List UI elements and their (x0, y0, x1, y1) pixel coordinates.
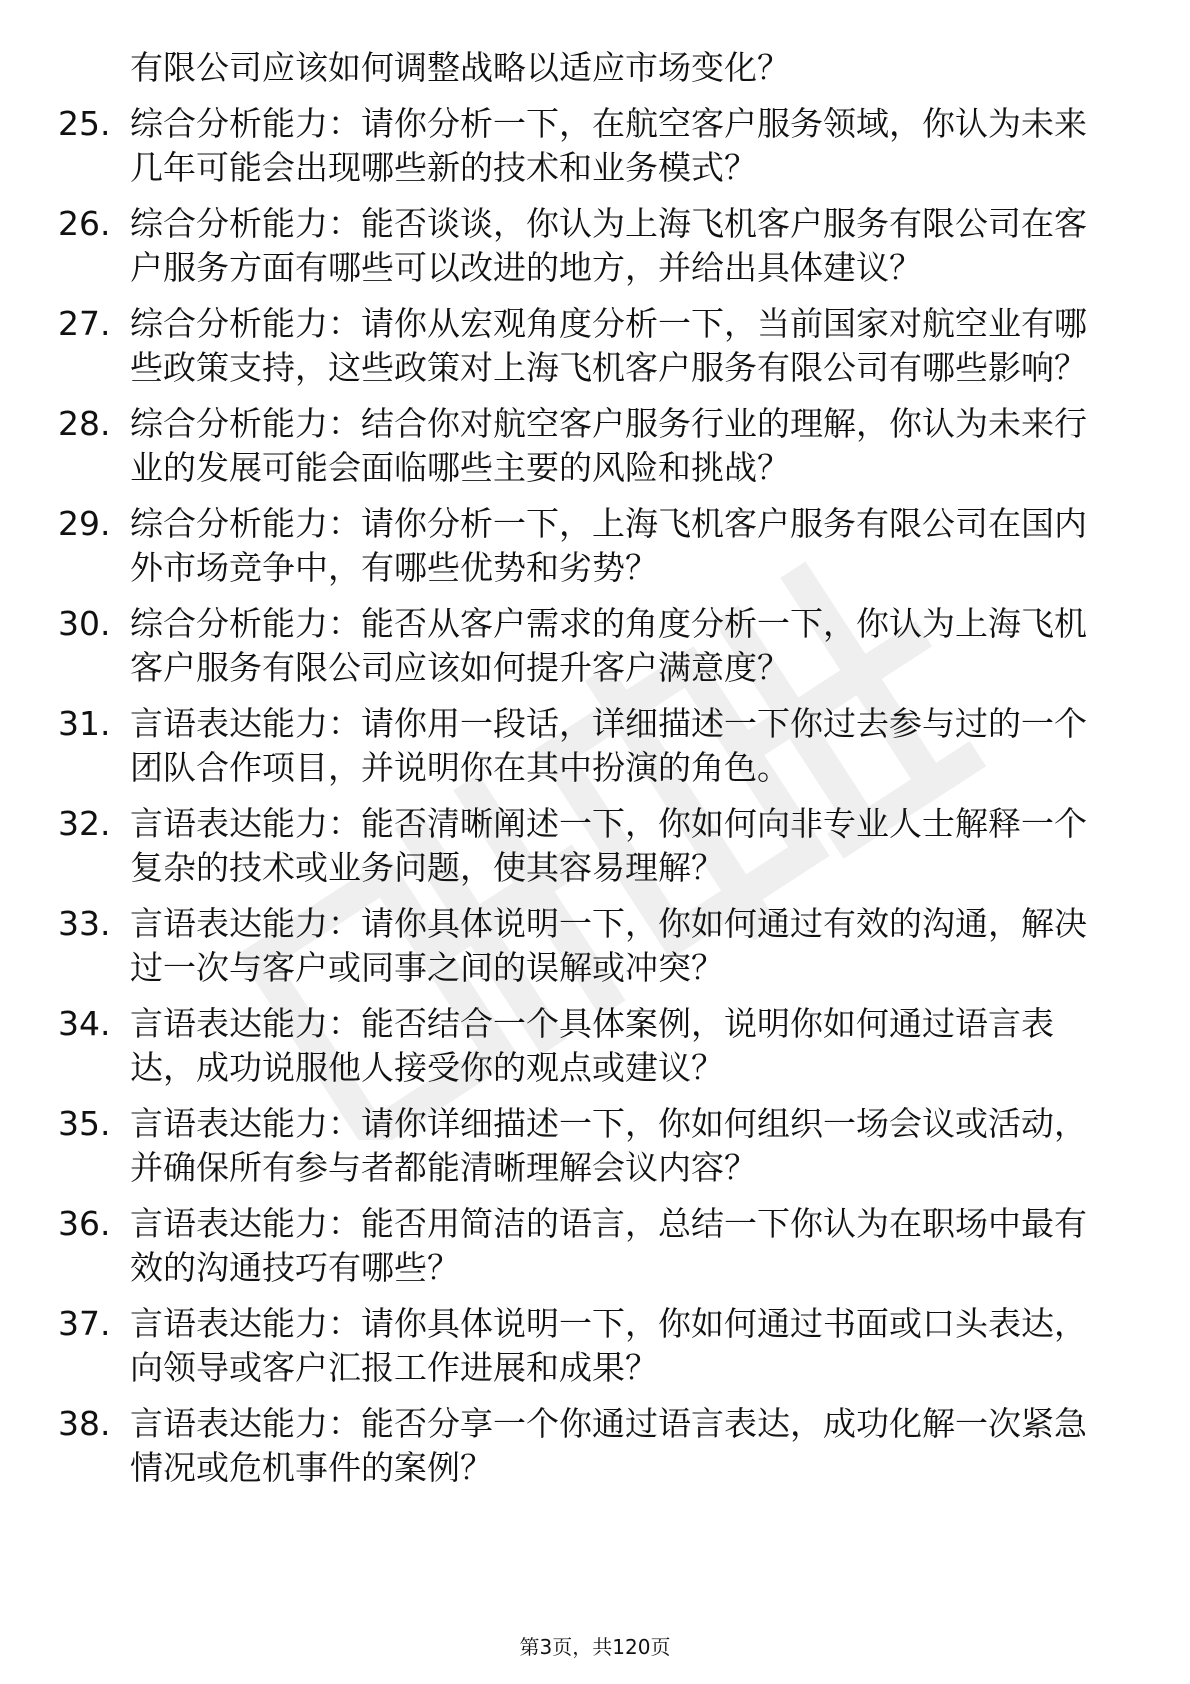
question-number: 27. (58, 304, 111, 343)
question-text: 言语表达能力：能否清晰阐述一下，你如何向非专业人士解释一个复杂的技术或业务问题，使其容易理解？ (130, 804, 1087, 887)
question-text: 言语表达能力：请你详细描述一下，你如何组织一场会议或活动，并确保所有参与者都能清晰理解会议内容？ (130, 1104, 1087, 1187)
question-item (58, 302, 1118, 390)
question-number: 34. (58, 1004, 111, 1043)
question-number: 35. (58, 1104, 111, 1143)
question-text: 综合分析能力：能否谈谈，你认为上海飞机客户服务有限公司在客户服务方面有哪些可以改进的地方，并给出具体建议？ (130, 204, 1087, 287)
question-number: 33. (58, 904, 111, 943)
question-number: 36. (58, 1204, 111, 1243)
question-text: 综合分析能力：请你从宏观角度分析一下，当前国家对航空业有哪些政策支持，这些政策对上海飞机客户服务有限公司有哪些影响？ (130, 304, 1087, 387)
page-footer: 第3页，共120页 (519, 1635, 671, 1659)
question-number: 30. (58, 604, 111, 643)
question-item (58, 802, 1118, 890)
question-text: 言语表达能力：请你具体说明一下，你如何通过书面或口头表达，向领导或客户汇报工作进展和成果？ (130, 1304, 1087, 1387)
question-item (58, 602, 1118, 690)
question-item (58, 702, 1118, 790)
question-list (58, 46, 1118, 1502)
question-text: 言语表达能力：能否分享一个你通过语言表达，成功化解一次紧急情况或危机事件的案例？ (130, 1404, 1087, 1487)
question-item (58, 502, 1118, 590)
question-number: 26. (58, 204, 111, 243)
question-text: 综合分析能力：结合你对航空客户服务行业的理解，你认为未来行业的发展可能会面临哪些主要的风险和挑战？ (130, 404, 1087, 487)
question-item (58, 1202, 1118, 1290)
question-text: 言语表达能力：请你具体说明一下，你如何通过有效的沟通，解决过一次与客户或同事之间的误解或冲突？ (130, 904, 1087, 987)
question-item (58, 1302, 1118, 1390)
question-number: 31. (58, 704, 111, 743)
question-item (58, 202, 1118, 290)
question-number: 37. (58, 1304, 111, 1343)
question-number: 32. (58, 804, 111, 843)
question-item (58, 902, 1118, 990)
question-text: 综合分析能力：请你分析一下，上海飞机客户服务有限公司在国内外市场竞争中，有哪些优势和劣势？ (130, 504, 1087, 587)
question-text: 综合分析能力：能否从客户需求的角度分析一下，你认为上海飞机客户服务有限公司应该如何提升客户满意度？ (130, 604, 1087, 687)
question-number: 28. (58, 404, 111, 443)
question-item (58, 1102, 1118, 1190)
question-text: 言语表达能力：能否结合一个具体案例，说明你如何通过语言表达，成功说服他人接受你的观点或建议？ (130, 1004, 1054, 1087)
question-number: 25. (58, 104, 111, 143)
question-number: 29. (58, 504, 111, 543)
question-text: 言语表达能力：请你用一段话，详细描述一下你过去参与过的一个团队合作项目，并说明你在其中扮演的角色。 (130, 704, 1087, 787)
question-item (58, 1002, 1118, 1090)
question-text: 综合分析能力：请你分析一下，在航空客户服务领域，你认为未来几年可能会出现哪些新的技术和业务模式？ (130, 104, 1087, 187)
question-number: 38. (58, 1404, 111, 1443)
question-item (58, 1402, 1118, 1490)
question-item (58, 402, 1118, 490)
question-item (58, 102, 1118, 190)
question-text: 言语表达能力：能否用简洁的语言，总结一下你认为在职场中最有效的沟通技巧有哪些？ (130, 1204, 1087, 1287)
continued-question-text: 有限公司应该如何调整战略以适应市场变化？ (130, 48, 790, 87)
